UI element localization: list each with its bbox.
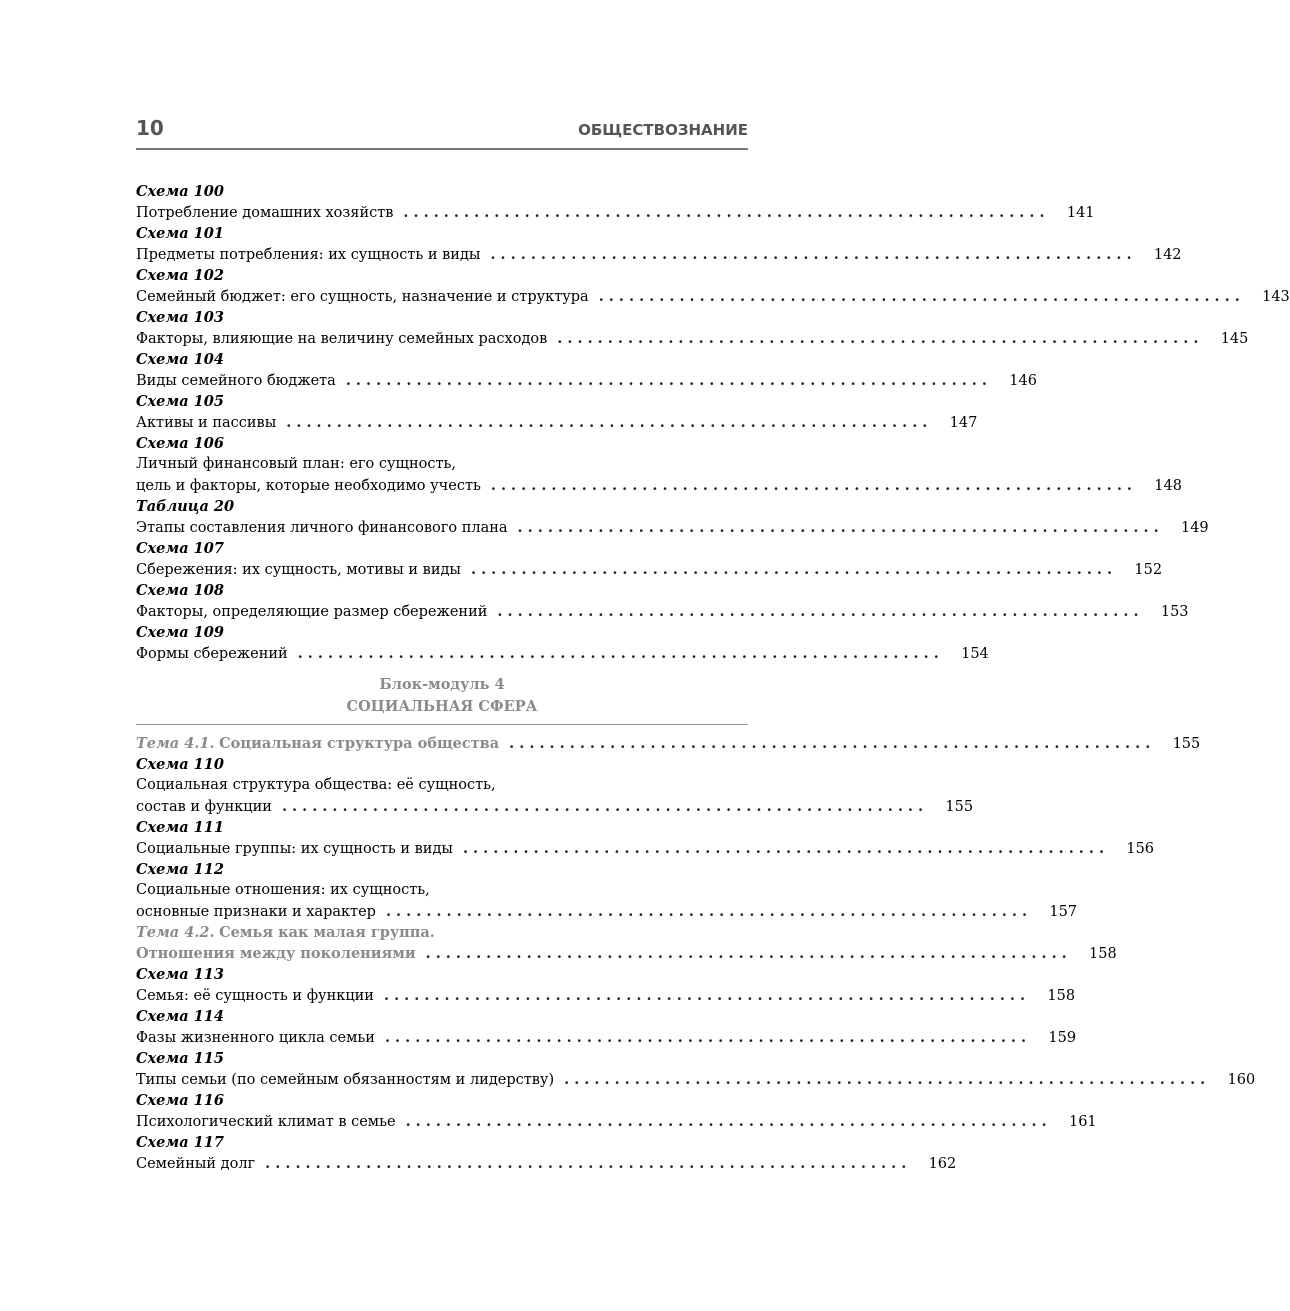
toc-item-title: Социальные группы: их сущность и виды <box>136 841 453 857</box>
dot-leader <box>406 1111 1047 1132</box>
dot-leader <box>518 517 1159 538</box>
toc-item-label: Схема 104 <box>136 351 224 368</box>
toc-item-label: Схема 101 <box>136 225 224 242</box>
toc-item-label: Схема 110 <box>136 756 224 773</box>
topic-4-1-entry[interactable] <box>136 733 1201 754</box>
topic-4-1-items <box>136 754 1155 922</box>
dot-leader <box>491 475 1132 496</box>
toc-item-label: Схема 114 <box>136 1008 224 1025</box>
toc-item-title: основные признаки и характер <box>136 904 376 920</box>
toc-item-title: Психологический климат в семье <box>136 1114 396 1130</box>
toc-item-title: Факторы, влияющие на величину семейных расходов <box>136 331 548 347</box>
page-ref: 155 <box>1172 736 1201 752</box>
toc-item-label: Схема 115 <box>136 1050 224 1067</box>
toc-entry[interactable] <box>136 475 1182 496</box>
page-ref: 155 <box>945 799 974 815</box>
page-ref: 149 <box>1180 520 1209 536</box>
toc-entry[interactable] <box>136 601 1189 622</box>
toc-item-title: цель и факторы, которые необходимо учесть <box>136 478 481 494</box>
page-ref: 145 <box>1220 331 1249 347</box>
page-header <box>136 112 748 150</box>
toc-entry[interactable] <box>136 901 1078 922</box>
toc-entry[interactable] <box>136 985 1076 1006</box>
toc-entry[interactable] <box>136 643 989 664</box>
toc-item-title: Типы семьи (по семейным обязанностям и лидерству) <box>136 1072 555 1088</box>
toc-item-label: Схема 105 <box>136 393 224 410</box>
toc-item-label: Таблица 20 <box>136 498 235 515</box>
dot-leader <box>346 370 987 391</box>
topic-4-2-entry[interactable] <box>136 943 1117 964</box>
page-ref: 157 <box>1049 904 1078 920</box>
toc-item-title: состав и функции <box>136 799 272 815</box>
toc-item-title: Семья: её сущность и функции <box>136 988 374 1004</box>
header-rule <box>136 148 748 150</box>
toc-entry[interactable] <box>136 1027 1077 1048</box>
dot-leader <box>490 244 1131 265</box>
toc-item-label: Схема 107 <box>136 540 224 557</box>
toc-item-label: Схема 112 <box>136 861 224 878</box>
toc-entry[interactable] <box>136 838 1155 859</box>
page-ref: 141 <box>1066 205 1095 221</box>
topic-title: Отношения между поколениями <box>136 945 416 962</box>
toc-item-title: Формы сбережений <box>136 646 288 662</box>
toc-entry[interactable] <box>136 1153 957 1174</box>
page-ref: 147 <box>949 415 978 431</box>
toc-item-label: Схема 109 <box>136 624 224 641</box>
dot-leader <box>564 1069 1205 1090</box>
toc-item-title: Виды семейного бюджета <box>136 373 336 389</box>
toc-item-label: Схема 116 <box>136 1092 224 1109</box>
dot-leader <box>497 601 1138 622</box>
page-ref: 143 <box>1262 289 1290 305</box>
topic-4-2-items <box>136 964 1256 1174</box>
toc-entry[interactable] <box>136 202 1095 223</box>
block-module-title: СОЦИАЛЬНАЯ СФЕРА <box>346 698 538 715</box>
dot-leader <box>557 328 1198 349</box>
page-ref: 152 <box>1134 562 1163 578</box>
dot-leader <box>384 985 1025 1006</box>
toc-entry[interactable] <box>136 412 978 433</box>
toc-entry[interactable] <box>136 370 1037 391</box>
table-of-contents <box>136 181 1290 1174</box>
toc-item-title: Потребление домашних хозяйств <box>136 205 394 221</box>
dot-leader <box>463 838 1104 859</box>
page-ref: 159 <box>1048 1030 1077 1046</box>
toc-item-label: Схема 117 <box>136 1134 224 1151</box>
topic-title-line1: Семья как малая группа. <box>219 924 435 941</box>
page-ref: 161 <box>1068 1114 1097 1130</box>
page-ref: 160 <box>1227 1072 1256 1088</box>
page-ref: 154 <box>961 646 989 662</box>
topic-4-2-line1 <box>136 922 748 943</box>
page-ref: 146 <box>1009 373 1037 389</box>
toc-item-label: Схема 113 <box>136 966 224 983</box>
dot-leader <box>282 796 923 817</box>
toc-entry[interactable] <box>136 517 1209 538</box>
toc-item-label: Схема 106 <box>136 435 224 452</box>
toc-item-label: Схема 100 <box>136 183 224 200</box>
toc-item-title: Предметы потребления: их сущность и виды <box>136 247 481 263</box>
running-title: ОБЩЕСТВОЗНАНИЕ <box>578 121 748 139</box>
toc-item-title: Этапы составления личного финансового плана <box>136 520 508 536</box>
page-ref: 158 <box>1047 988 1076 1004</box>
topic-title: Социальная структура общества <box>219 735 500 752</box>
toc-item-title: Фазы жизненного цикла семьи <box>136 1030 375 1046</box>
page-ref: 158 <box>1089 946 1117 962</box>
toc-item-title-line1: Социальные отношения: их сущность, <box>136 882 430 898</box>
page-ref: 142 <box>1153 247 1182 263</box>
toc-entry[interactable] <box>136 796 974 817</box>
page-ref: 156 <box>1126 841 1155 857</box>
dot-leader <box>426 943 1067 964</box>
dot-leader <box>403 202 1044 223</box>
dot-leader <box>599 286 1240 307</box>
dot-leader <box>471 559 1112 580</box>
toc-item-title: Семейный бюджет: его сущность, назначение и структура <box>136 289 589 305</box>
page-ref: 148 <box>1154 478 1182 494</box>
toc-item-label: Схема 108 <box>136 582 224 599</box>
toc-item-label: Схема 102 <box>136 267 224 284</box>
dot-leader <box>286 412 927 433</box>
toc-item-label: Схема 111 <box>136 819 224 836</box>
dot-leader <box>298 643 939 664</box>
toc-item-label: Схема 103 <box>136 309 224 326</box>
toc-entry[interactable] <box>136 244 1182 265</box>
topic-prefix: Тема 4.1. <box>136 735 215 752</box>
dot-leader <box>509 733 1150 754</box>
page-ref: 153 <box>1160 604 1189 620</box>
toc-item-title-line1: Социальная структура общества: её сущность, <box>136 777 496 793</box>
block-module-label: Блок-модуль 4 <box>379 676 505 693</box>
toc-entry[interactable] <box>136 1069 1256 1090</box>
dot-leader <box>385 1027 1026 1048</box>
toc-item-title: Активы и пассивы <box>136 415 277 431</box>
page-ref: 162 <box>928 1156 957 1172</box>
dot-leader <box>265 1153 906 1174</box>
toc-part-1 <box>136 181 1290 664</box>
toc-entry[interactable] <box>136 328 1249 349</box>
toc-item-title: Факторы, определяющие размер сбережений <box>136 604 488 620</box>
toc-item-title: Сбережения: их сущность, мотивы и виды <box>136 562 461 578</box>
toc-entry[interactable] <box>136 286 1290 307</box>
toc-item-title: Семейный долг <box>136 1156 256 1172</box>
toc-item-title-line1: Личный финансовый план: его сущность, <box>136 456 457 472</box>
toc-entry[interactable] <box>136 559 1163 580</box>
topic-prefix: Тема 4.2. <box>136 924 215 941</box>
page-number: 10 <box>136 116 164 140</box>
dot-leader <box>386 901 1027 922</box>
section-rule <box>136 724 748 725</box>
toc-entry[interactable] <box>136 1111 1097 1132</box>
